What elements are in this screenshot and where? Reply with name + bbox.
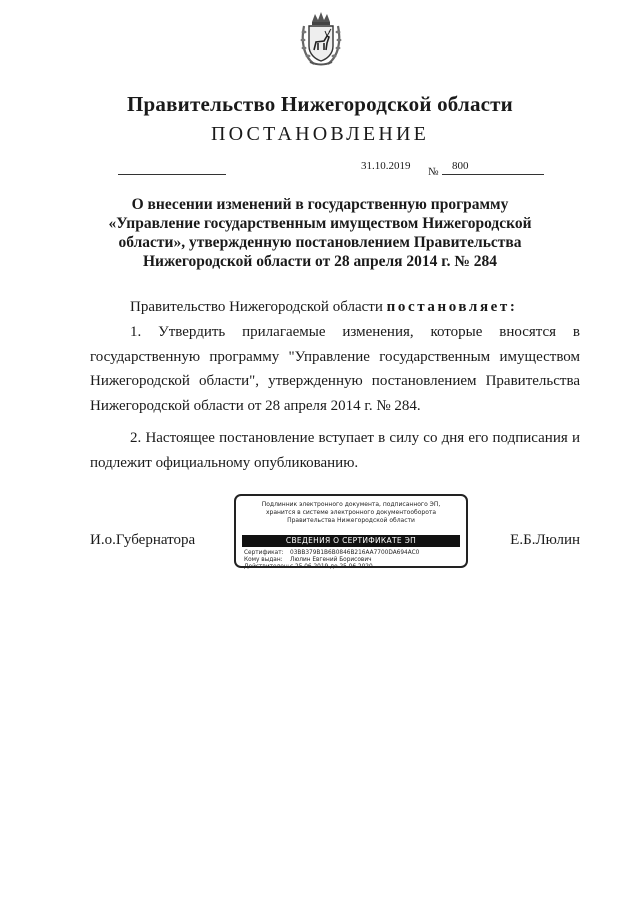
coat-of-arms-icon (300, 10, 342, 68)
issued-to-label: Кому выдан: (244, 557, 283, 563)
document-type: ПОСТАНОВЛЕНИЕ (210, 123, 430, 145)
certificate-label: Сертификат: (244, 550, 284, 556)
issued-to-row (244, 557, 372, 564)
stamp-title-bar: СВЕДЕНИЯ О СЕРТИФИКАТЕ ЭП (242, 535, 460, 547)
paragraph-item-1: 1. Утвердить прилагаемые изменения, которые вносятся в государственную программу "Управление государственным имуществом Нижегородской области", утвержденную постановлением Правительства Нижегородской области от 28 апреля 2014 г. № 284. (90, 324, 580, 414)
validity-value: с 25.06.2019 до 25.06.2020 (290, 564, 373, 570)
stamp-note-line: Правительства Нижегородской области (287, 517, 415, 524)
certificate-value: 03BB379B1B6B0846B216AA7700DA694AC0 (290, 550, 420, 556)
e-signature-stamp (234, 494, 468, 568)
number-sign: № (428, 166, 439, 178)
document-number: 800 (452, 160, 469, 172)
document-date: 31.10.2019 (361, 160, 411, 172)
intro-prefix: Правительство Нижегородской области (130, 299, 387, 315)
intro-verb: постановляет: (386, 299, 518, 315)
intro-paragraph (90, 295, 580, 320)
certificate-row (244, 550, 419, 557)
stamp-note-line: Подлинник электронного документа, подписанного ЭП, (261, 501, 441, 508)
document-subject: О внесении изменений в государственную программу «Управление государственным имуществом Нижегородской области», утвержденную постановлением Правительства Нижегородской области от 28 апреля 2014 г. № 284 (108, 196, 532, 270)
organization-title: Правительство Нижегородской области (127, 92, 513, 116)
validity-label: Действителен: (244, 564, 290, 570)
validity-row (244, 564, 373, 571)
stamp-note-line: хранится в системе электронного документооборота (265, 509, 437, 516)
issued-to-value: Люлин Евгений Борисович (290, 557, 372, 563)
signatory-position: И.о.Губернатора (90, 532, 196, 548)
signatory-name: Е.Б.Люлин (510, 532, 580, 548)
stamp-note (236, 501, 466, 525)
paragraph-item-2: 2. Настоящее постановление вступает в силу со дня его подписания и подлежит официальному опубликованию. (90, 430, 580, 471)
blank-line-left (118, 174, 226, 175)
number-underline (442, 174, 544, 175)
